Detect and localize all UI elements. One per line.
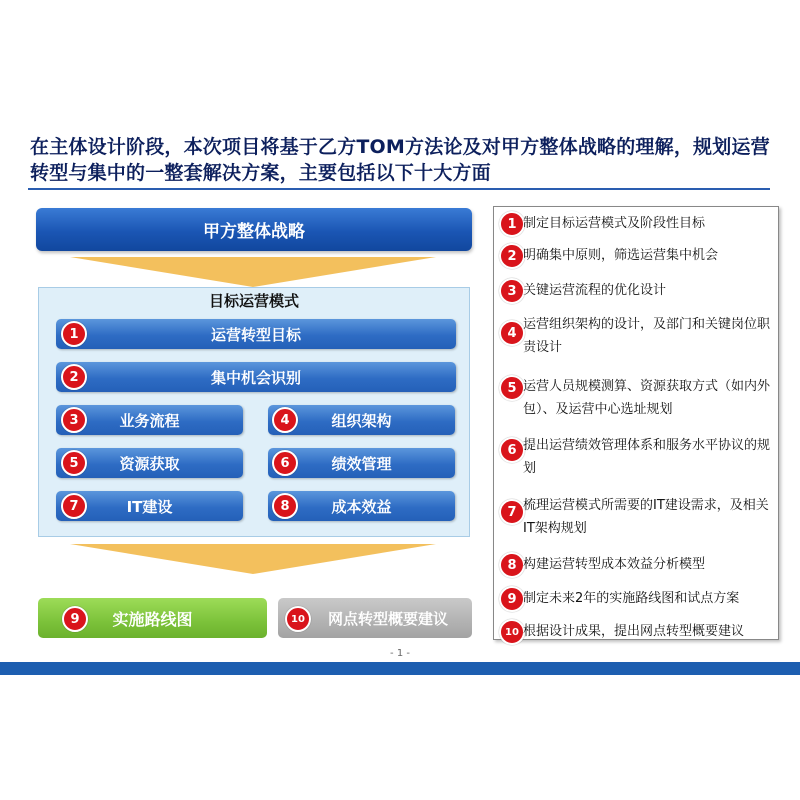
list-badge-8: 8: [499, 552, 525, 578]
badge-5: 5: [61, 450, 87, 476]
badge-4: 4: [272, 407, 298, 433]
list-item-6: 提出运营绩效管理体系和服务水平协议的规划: [523, 438, 771, 476]
list-badge-5: 5: [499, 375, 525, 401]
item-bar-8: 成本效益: [268, 491, 455, 521]
badge-10: 10: [285, 606, 311, 632]
roadmap-box: 实施路线图: [38, 598, 267, 638]
list-item-1: 制定目标运营模式及阶段性目标: [523, 216, 706, 231]
badge-1: 1: [61, 321, 87, 347]
item-bar-7: IT建设: [56, 491, 243, 521]
list-item-5: 运营人员规模测算、资源获取方式（如内外包）、及运营中心选址规划: [523, 379, 771, 417]
badge-7: 7: [61, 493, 87, 519]
list-item-2: 明确集中原则，筛选运营集中机会: [523, 248, 719, 263]
list-item-9: 制定未来2年的实施路线图和试点方案: [523, 591, 740, 606]
list-badge-3: 3: [499, 278, 525, 304]
list-badge-4: 4: [499, 320, 525, 346]
badge-6: 6: [272, 450, 298, 476]
list-badge-6: 6: [499, 437, 525, 463]
down-arrow-bottom: [70, 544, 436, 574]
list-item-7: 梳理运营模式所需要的IT建设需求，及相关IT架构规划: [523, 498, 769, 536]
list-item-8: 构建运营转型成本效益分析模型: [523, 557, 706, 572]
badge-8: 8: [272, 493, 298, 519]
strategy-banner: 甲方整体战略: [36, 208, 472, 251]
item-bar-2: 集中机会识别: [56, 362, 456, 392]
badge-9: 9: [62, 606, 88, 632]
item-bar-6: 绩效管理: [268, 448, 455, 478]
list-item-4: 运营组织架构的设计，及部门和关键岗位职责设计: [523, 317, 771, 355]
badge-2: 2: [61, 364, 87, 390]
list-item-3: 关键运营流程的优化设计: [523, 283, 667, 298]
list-badge-1: 1: [499, 211, 525, 237]
list-badge-7: 7: [499, 499, 525, 525]
badge-3: 3: [61, 407, 87, 433]
page-title: 在主体设计阶段，本次项目将基于乙方TOM方法论及对甲方整体战略的理解，规划运营转型与集中的一整套解决方案，主要包括以下十大方面: [30, 136, 770, 184]
title-divider: [28, 188, 770, 190]
page-number: - 1 -: [390, 648, 410, 659]
list-badge-2: 2: [499, 243, 525, 269]
down-arrow-top: [70, 257, 436, 287]
item-bar-3: 业务流程: [56, 405, 243, 435]
branch-proposal-label: 网点转型概要建议: [327, 609, 448, 628]
item-bar-1: 运营转型目标: [56, 319, 456, 349]
operating-model-title: 目标运营模式: [208, 292, 299, 310]
item-bar-4: 组织架构: [268, 405, 455, 435]
footer-bar: [0, 662, 800, 675]
list-badge-10: 10: [499, 619, 525, 645]
item-bar-5: 资源获取: [56, 448, 243, 478]
list-badge-9: 9: [499, 586, 525, 612]
list-item-10: 根据设计成果，提出网点转型概要建议: [523, 624, 745, 639]
